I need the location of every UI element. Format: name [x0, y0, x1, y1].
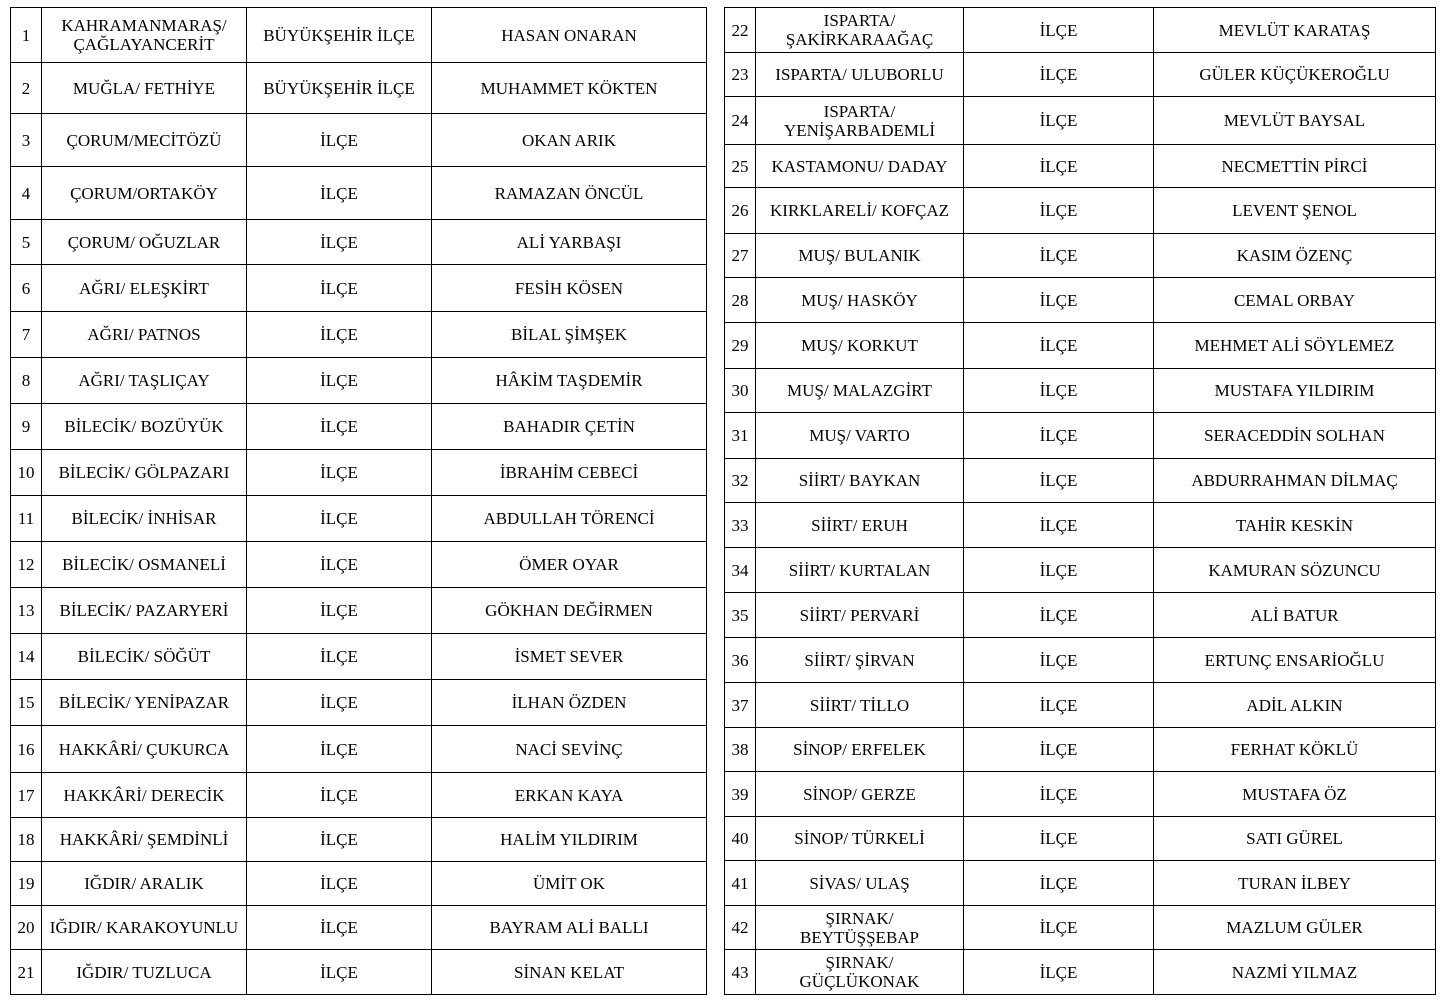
unit-type-cell: İLÇE: [964, 817, 1154, 861]
unit-type-cell: İLÇE: [964, 278, 1154, 323]
candidate-name-cell: NECMETTİN PİRCİ: [1154, 145, 1436, 188]
province-district-cell: SİİRT/ ERUH: [756, 503, 964, 548]
table-row: [725, 459, 1436, 503]
province-district-cell: BİLECİK/ BOZÜYÜK: [42, 404, 247, 450]
right-candidates-table: [724, 7, 1436, 995]
row-number-cell: 14: [11, 634, 42, 680]
unit-type-cell: BÜYÜKŞEHİR İLÇE: [247, 63, 432, 114]
table-row: [725, 145, 1436, 188]
province-district-cell: ŞIRNAK/ BEYTÜŞŞEBAP: [756, 906, 964, 950]
row-number-cell: 22: [725, 8, 756, 53]
candidate-name-cell: MEVLÜT KARATAŞ: [1154, 8, 1436, 53]
table-row: [11, 496, 707, 542]
table-row: [725, 413, 1436, 459]
table-row: [725, 728, 1436, 772]
province-district-cell: MUŞ/ BULANIK: [756, 234, 964, 278]
table-row: [725, 278, 1436, 323]
candidate-name-cell: MEVLÜT BAYSAL: [1154, 97, 1436, 145]
candidate-name-cell: HÂKİM TAŞDEMİR: [432, 358, 707, 404]
candidate-name-cell: FERHAT KÖKLÜ: [1154, 728, 1436, 772]
left-table-body: [11, 8, 707, 995]
candidate-name-cell: MEHMET ALİ SÖYLEMEZ: [1154, 323, 1436, 369]
province-district-cell: AĞRI/ TAŞLIÇAY: [42, 358, 247, 404]
unit-type-cell: İLÇE: [964, 638, 1154, 683]
province-district-cell: KIRKLARELİ/ KOFÇAZ: [756, 188, 964, 234]
province-district-cell: SİNOP/ TÜRKELİ: [756, 817, 964, 861]
candidate-name-cell: FESİH KÖSEN: [432, 265, 707, 312]
unit-type-cell: İLÇE: [964, 188, 1154, 234]
unit-type-cell: İLÇE: [247, 542, 432, 588]
unit-type-cell: İLÇE: [964, 97, 1154, 145]
unit-type-cell: İLÇE: [964, 145, 1154, 188]
province-district-cell: KASTAMONU/ DADAY: [756, 145, 964, 188]
candidate-name-cell: MAZLUM GÜLER: [1154, 906, 1436, 950]
candidate-name-cell: ERTUNÇ ENSARİOĞLU: [1154, 638, 1436, 683]
unit-type-cell: İLÇE: [964, 413, 1154, 459]
row-number-cell: 36: [725, 638, 756, 683]
candidate-name-cell: MUSTAFA YILDIRIM: [1154, 369, 1436, 413]
province-district-cell: AĞRI/ PATNOS: [42, 312, 247, 358]
province-district-cell: ÇORUM/MECİTÖZÜ: [42, 114, 247, 167]
table-row: [725, 234, 1436, 278]
candidate-name-cell: GÖKHAN DEĞİRMEN: [432, 588, 707, 634]
candidate-name-cell: NACİ SEVİNÇ: [432, 726, 707, 773]
row-number-cell: 19: [11, 862, 42, 906]
unit-type-cell: İLÇE: [964, 728, 1154, 772]
candidate-name-cell: TAHİR KESKİN: [1154, 503, 1436, 548]
province-district-cell: ISPARTA/ YENİŞARBADEMLİ: [756, 97, 964, 145]
province-district-cell: BİLECİK/ İNHİSAR: [42, 496, 247, 542]
unit-type-cell: İLÇE: [247, 358, 432, 404]
province-district-cell: SİNOP/ ERFELEK: [756, 728, 964, 772]
province-district-cell: HAKKÂRİ/ ŞEMDİNLİ: [42, 818, 247, 862]
row-number-cell: 38: [725, 728, 756, 772]
unit-type-cell: İLÇE: [247, 265, 432, 312]
province-district-cell: ISPARTA/ ŞAKİRKARAAĞAÇ: [756, 8, 964, 53]
table-row: [11, 450, 707, 496]
row-number-cell: 40: [725, 817, 756, 861]
table-row: [11, 220, 707, 265]
province-district-cell: SİİRT/ ŞİRVAN: [756, 638, 964, 683]
row-number-cell: 9: [11, 404, 42, 450]
table-row: [11, 312, 707, 358]
province-district-cell: SİVAS/ ULAŞ: [756, 861, 964, 906]
province-district-cell: MUŞ/ KORKUT: [756, 323, 964, 369]
table-row: [11, 358, 707, 404]
province-district-cell: SİİRT/ PERVARİ: [756, 593, 964, 638]
unit-type-cell: İLÇE: [247, 950, 432, 995]
province-district-cell: IĞDIR/ TUZLUCA: [42, 950, 247, 995]
candidate-name-cell: BİLAL ŞİMŞEK: [432, 312, 707, 358]
table-row: [725, 861, 1436, 906]
row-number-cell: 33: [725, 503, 756, 548]
unit-type-cell: İLÇE: [964, 459, 1154, 503]
unit-type-cell: İLÇE: [964, 593, 1154, 638]
candidate-name-cell: MUHAMMET KÖKTEN: [432, 63, 707, 114]
candidate-name-cell: İBRAHİM CEBECİ: [432, 450, 707, 496]
province-district-cell: BİLECİK/ SÖĞÜT: [42, 634, 247, 680]
row-number-cell: 16: [11, 726, 42, 773]
candidate-name-cell: HASAN ONARAN: [432, 8, 707, 63]
table-row: [11, 634, 707, 680]
table-row: [11, 114, 707, 167]
province-district-cell: BİLECİK/ PAZARYERİ: [42, 588, 247, 634]
candidate-name-cell: NAZMİ YILMAZ: [1154, 950, 1436, 995]
table-row: [11, 542, 707, 588]
candidate-name-cell: ADİL ALKIN: [1154, 683, 1436, 728]
unit-type-cell: İLÇE: [964, 772, 1154, 817]
row-number-cell: 18: [11, 818, 42, 862]
table-row: [725, 950, 1436, 995]
candidate-name-cell: İLHAN ÖZDEN: [432, 680, 707, 726]
table-row: [11, 818, 707, 862]
unit-type-cell: İLÇE: [247, 634, 432, 680]
table-row: [725, 593, 1436, 638]
row-number-cell: 17: [11, 773, 42, 818]
unit-type-cell: İLÇE: [964, 950, 1154, 995]
row-number-cell: 13: [11, 588, 42, 634]
row-number-cell: 6: [11, 265, 42, 312]
row-number-cell: 20: [11, 906, 42, 950]
table-row: [11, 950, 707, 995]
table-row: [11, 404, 707, 450]
candidate-name-cell: SATI GÜREL: [1154, 817, 1436, 861]
row-number-cell: 3: [11, 114, 42, 167]
row-number-cell: 23: [725, 53, 756, 97]
province-district-cell: AĞRI/ ELEŞKİRT: [42, 265, 247, 312]
table-row: [725, 503, 1436, 548]
table-row: [725, 53, 1436, 97]
candidate-name-cell: ABDURRAHMAN DİLMAÇ: [1154, 459, 1436, 503]
table-row: [11, 726, 707, 773]
row-number-cell: 7: [11, 312, 42, 358]
unit-type-cell: İLÇE: [964, 861, 1154, 906]
table-row: [725, 188, 1436, 234]
right-table-body: [725, 8, 1436, 995]
unit-type-cell: İLÇE: [247, 680, 432, 726]
candidate-name-cell: ERKAN KAYA: [432, 773, 707, 818]
row-number-cell: 11: [11, 496, 42, 542]
row-number-cell: 43: [725, 950, 756, 995]
candidate-name-cell: LEVENT ŞENOL: [1154, 188, 1436, 234]
row-number-cell: 21: [11, 950, 42, 995]
table-row: [725, 906, 1436, 950]
row-number-cell: 35: [725, 593, 756, 638]
table-row: [11, 680, 707, 726]
unit-type-cell: İLÇE: [247, 726, 432, 773]
candidate-name-cell: ABDULLAH TÖRENCİ: [432, 496, 707, 542]
province-district-cell: SİİRT/ TİLLO: [756, 683, 964, 728]
table-row: [725, 683, 1436, 728]
province-district-cell: ŞIRNAK/ GÜÇLÜKONAK: [756, 950, 964, 995]
province-district-cell: BİLECİK/ OSMANELİ: [42, 542, 247, 588]
unit-type-cell: İLÇE: [247, 404, 432, 450]
row-number-cell: 4: [11, 167, 42, 220]
candidate-name-cell: SİNAN KELAT: [432, 950, 707, 995]
candidate-name-cell: MUSTAFA ÖZ: [1154, 772, 1436, 817]
row-number-cell: 32: [725, 459, 756, 503]
unit-type-cell: İLÇE: [247, 818, 432, 862]
candidate-name-cell: OKAN ARIK: [432, 114, 707, 167]
province-district-cell: SİNOP/ GERZE: [756, 772, 964, 817]
unit-type-cell: İLÇE: [964, 683, 1154, 728]
province-district-cell: HAKKÂRİ/ ÇUKURCA: [42, 726, 247, 773]
table-row: [725, 369, 1436, 413]
table-row: [11, 63, 707, 114]
table-row: [11, 8, 707, 63]
row-number-cell: 31: [725, 413, 756, 459]
unit-type-cell: İLÇE: [247, 906, 432, 950]
province-district-cell: ISPARTA/ ULUBORLU: [756, 53, 964, 97]
table-row: [725, 8, 1436, 53]
unit-type-cell: İLÇE: [964, 53, 1154, 97]
table-row: [11, 265, 707, 312]
province-district-cell: MUŞ/ MALAZGİRT: [756, 369, 964, 413]
unit-type-cell: İLÇE: [247, 167, 432, 220]
row-number-cell: 28: [725, 278, 756, 323]
table-row: [11, 588, 707, 634]
unit-type-cell: İLÇE: [247, 496, 432, 542]
candidate-name-cell: BAYRAM ALİ BALLI: [432, 906, 707, 950]
row-number-cell: 25: [725, 145, 756, 188]
unit-type-cell: İLÇE: [247, 588, 432, 634]
province-district-cell: ÇORUM/ORTAKÖY: [42, 167, 247, 220]
row-number-cell: 42: [725, 906, 756, 950]
province-district-cell: SİİRT/ KURTALAN: [756, 548, 964, 593]
row-number-cell: 8: [11, 358, 42, 404]
candidate-name-cell: ÖMER OYAR: [432, 542, 707, 588]
unit-type-cell: İLÇE: [247, 312, 432, 358]
candidate-name-cell: HALİM YILDIRIM: [432, 818, 707, 862]
table-row: [11, 862, 707, 906]
unit-type-cell: İLÇE: [964, 234, 1154, 278]
candidate-name-cell: ALİ BATUR: [1154, 593, 1436, 638]
unit-type-cell: İLÇE: [247, 450, 432, 496]
province-district-cell: MUŞ/ HASKÖY: [756, 278, 964, 323]
candidate-name-cell: ALİ YARBAŞI: [432, 220, 707, 265]
province-district-cell: MUŞ/ VARTO: [756, 413, 964, 459]
unit-type-cell: İLÇE: [964, 323, 1154, 369]
table-row: [725, 97, 1436, 145]
unit-type-cell: İLÇE: [247, 773, 432, 818]
table-row: [725, 638, 1436, 683]
province-district-cell: ÇORUM/ OĞUZLAR: [42, 220, 247, 265]
unit-type-cell: İLÇE: [964, 8, 1154, 53]
row-number-cell: 5: [11, 220, 42, 265]
row-number-cell: 34: [725, 548, 756, 593]
province-district-cell: IĞDIR/ KARAKOYUNLU: [42, 906, 247, 950]
province-district-cell: MUĞLA/ FETHİYE: [42, 63, 247, 114]
province-district-cell: IĞDIR/ ARALIK: [42, 862, 247, 906]
table-row: [725, 548, 1436, 593]
unit-type-cell: İLÇE: [247, 114, 432, 167]
unit-type-cell: İLÇE: [247, 220, 432, 265]
candidate-name-cell: KAMURAN SÖZUNCU: [1154, 548, 1436, 593]
candidate-name-cell: CEMAL ORBAY: [1154, 278, 1436, 323]
province-district-cell: BİLECİK/ YENİPAZAR: [42, 680, 247, 726]
province-district-cell: HAKKÂRİ/ DERECİK: [42, 773, 247, 818]
row-number-cell: 24: [725, 97, 756, 145]
candidate-name-cell: SERACEDDİN SOLHAN: [1154, 413, 1436, 459]
unit-type-cell: İLÇE: [247, 862, 432, 906]
table-row: [11, 167, 707, 220]
candidate-name-cell: ÜMİT OK: [432, 862, 707, 906]
unit-type-cell: İLÇE: [964, 548, 1154, 593]
table-row: [11, 906, 707, 950]
table-row: [725, 817, 1436, 861]
province-district-cell: BİLECİK/ GÖLPAZARI: [42, 450, 247, 496]
province-district-cell: KAHRAMANMARAŞ/ ÇAĞLAYANCERİT: [42, 8, 247, 63]
row-number-cell: 1: [11, 8, 42, 63]
unit-type-cell: BÜYÜKŞEHİR İLÇE: [247, 8, 432, 63]
row-number-cell: 27: [725, 234, 756, 278]
candidate-name-cell: BAHADIR ÇETİN: [432, 404, 707, 450]
table-row: [725, 323, 1436, 369]
candidate-name-cell: İSMET SEVER: [432, 634, 707, 680]
row-number-cell: 37: [725, 683, 756, 728]
unit-type-cell: İLÇE: [964, 369, 1154, 413]
row-number-cell: 15: [11, 680, 42, 726]
row-number-cell: 10: [11, 450, 42, 496]
row-number-cell: 26: [725, 188, 756, 234]
candidate-name-cell: GÜLER KÜÇÜKEROĞLU: [1154, 53, 1436, 97]
unit-type-cell: İLÇE: [964, 906, 1154, 950]
row-number-cell: 39: [725, 772, 756, 817]
row-number-cell: 41: [725, 861, 756, 906]
row-number-cell: 2: [11, 63, 42, 114]
left-candidates-table: [10, 7, 707, 995]
unit-type-cell: İLÇE: [964, 503, 1154, 548]
table-row: [725, 772, 1436, 817]
row-number-cell: 29: [725, 323, 756, 369]
province-district-cell: SİİRT/ BAYKAN: [756, 459, 964, 503]
candidate-name-cell: RAMAZAN ÖNCÜL: [432, 167, 707, 220]
candidate-name-cell: TURAN İLBEY: [1154, 861, 1436, 906]
table-row: [11, 773, 707, 818]
row-number-cell: 12: [11, 542, 42, 588]
row-number-cell: 30: [725, 369, 756, 413]
candidate-name-cell: KASIM ÖZENÇ: [1154, 234, 1436, 278]
